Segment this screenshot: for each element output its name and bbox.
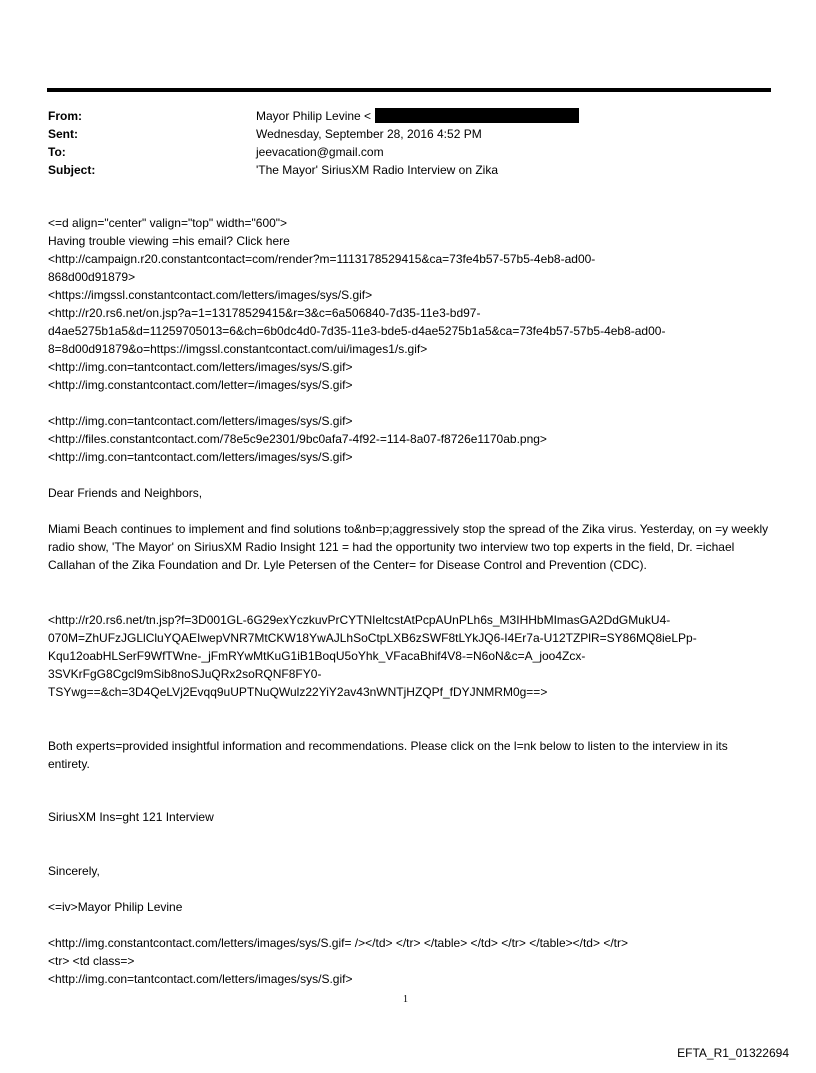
body-line: <tr> <td class=>: [48, 954, 135, 968]
body-line: <https://imgssl.constantcontact.com/letters/images/sys/S.gif>: [48, 288, 373, 302]
body-line: 070M=ZhUFzJGLlCluYQAEIwepVNR7MtCKW18YwAJLhSoCtpLXB6zSWF8tLYkJQ6-I4Er7a-U12TZPlR=SY86MQ8ieLPp-: [48, 631, 697, 645]
body-line: <http://img.constantcontact.com/letter=/images/sys/S.gif>: [48, 378, 353, 392]
closing: Sincerely,: [48, 864, 100, 878]
body-line: 3SVKrFgG8Cgcl9mSib8noSJuQRx2soRQNF8FY0-: [48, 667, 322, 681]
sent-label: Sent:: [48, 127, 78, 141]
body-line: d4ae5275b1a5&d=11259705013=6&ch=6b0dc4d0-7d35-11e3-bde5-d4ae5275b1a5&ca=73fe4b57-57b5-4eb8-ad00-: [48, 324, 666, 338]
from-value: [256, 107, 579, 125]
sent-value: Wednesday, September 28, 2016 4:52 PM: [256, 127, 482, 141]
body-paragraph: Miami Beach continues to implement and find solutions to&nb=p;aggressively stop the spread of the Zika virus. Yesterday, on =y weekly radio show, 'The Mayor' on SiriusXM Radio Insight 121 = had the opportunity two interview two top experts in the field, Dr. =ichael Callahan of the Zika Foundation and Dr. Lyle Petersen of the Center= for Disease Control and Prevention (CDC).: [48, 522, 769, 572]
body-line: <http://r20.rs6.net/tn.jsp?f=3D001GL-6G29exYczkuvPrCYTNIeltcstAtPcpAUnPLh6s_M3IHHbMImasGA2DdGMukU4-: [48, 613, 671, 627]
body-line: Kqu12oabHLSerF9WfTWne-_jFmRYwMtKuG1iB1BoqU5oYhk_VFacaBhif4V8-=N6oN&c=A_joo4Zcx-: [48, 649, 586, 663]
signature: <=iv>Mayor Philip Levine: [48, 900, 183, 914]
interview-link[interactable]: SiriusXM Ins=ght 121 Interview: [48, 810, 214, 824]
bates-number: EFTA_R1_01322694: [677, 1046, 789, 1060]
to-label: To:: [48, 145, 66, 159]
body-line: 8=8d00d91879&o=https://imgssl.constantcontact.com/ui/images1/s.gif>: [48, 342, 428, 356]
body-line: <http://r20.rs6.net/on.jsp?a=1=13178529415&r=3&c=6a506840-7d35-11e3-bd97-: [48, 306, 481, 320]
body-line: <http://img.con=tantcontact.com/letters/images/sys/S.gif>: [48, 360, 353, 374]
to-value: jeevacation@gmail.com: [256, 145, 384, 159]
body-line: 868d00d91879>: [48, 270, 136, 284]
body-line: TSYwg==&ch=3D4QeLVj2Evqq9uUPTNuQWulz22YiY2av43nWNTjHZQPf_fDYJNMRM0g==>: [48, 685, 548, 699]
redaction-box: [375, 108, 579, 123]
body-line: <http://img.constantcontact.com/letters/images/sys/S.gif= /></td> </tr> </table> </td> </tr> </table></td> </tr>: [48, 936, 629, 950]
body-line: <http://img.con=tantcontact.com/letters/images/sys/S.gif>: [48, 450, 353, 464]
body-line: <http://img.con=tantcontact.com/letters/images/sys/S.gif>: [48, 414, 353, 428]
from-label: From:: [48, 109, 82, 123]
greeting: Dear Friends and Neighbors,: [48, 486, 203, 500]
body-line: <=d align="center" valign="top" width="600">: [48, 216, 288, 230]
body-line: <http://img.con=tantcontact.com/letters/images/sys/S.gif>: [48, 972, 353, 986]
subject-label: Subject:: [48, 163, 96, 177]
body-line: <http://campaign.r20.constantcontact=com/render?m=1113178529415&ca=73fe4b57-57b5-4eb8-ad00-: [48, 252, 596, 266]
page-number: 1: [403, 994, 408, 1005]
body-paragraph: Both experts=provided insightful information and recommendations. Please click on the l=nk below to listen to the interview in its entirety.: [48, 739, 728, 771]
subject-value: 'The Mayor' SiriusXM Radio Interview on Zika: [256, 163, 498, 177]
from-name: Mayor Philip Levine <: [256, 109, 372, 123]
body-line: <http://files.constantcontact.com/78e5c9e2301/9bc0afa7-4f92-=114-8a07-f8726e1170ab.png>: [48, 432, 547, 446]
body-line: Having trouble viewing =his email? Click here: [48, 234, 290, 248]
header-rule: [47, 88, 771, 92]
